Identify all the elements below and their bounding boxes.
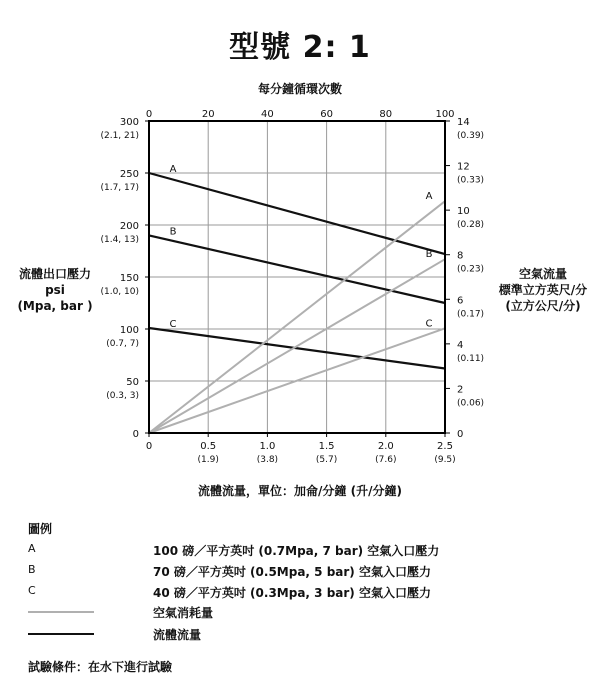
y-right-subtick-1: (0.06) (457, 398, 485, 409)
right-axis-label-line3: (立方公尺/分) (505, 299, 581, 313)
y-left-tick-1: 50 (126, 377, 139, 388)
y-right-tick-3: 6 (457, 295, 464, 307)
legend-key-a: A (28, 542, 36, 555)
x-bottom-tick-3: 1.5 (318, 441, 335, 452)
legend-text-air: 空氣消耗量 (153, 606, 214, 620)
y-right-tick-2: 4 (457, 339, 464, 351)
x-top-tick-4: 80 (379, 109, 393, 120)
legend-text-a: 100 磅／平方英吋 (0.7Mpa, 7 bar) 空氣入口壓力 (153, 544, 440, 558)
fluid-line-label-c: C (169, 318, 177, 330)
y-right-tick-6: 12 (457, 161, 470, 173)
legend-text-c: 40 磅／平方英吋 (0.3Mpa, 3 bar) 空氣入口壓力 (153, 586, 431, 600)
right-axis-label (486, 266, 600, 314)
x-bottom-subtick-5: (9.5) (434, 455, 456, 465)
left-axis-label-line3: (Mpa, bar ) (17, 299, 93, 313)
y-right-subtick-4: (0.23) (457, 264, 485, 275)
y-left-tick-4: 200 (119, 221, 139, 232)
y-left-subtick-4: (1.4, 13) (100, 235, 139, 245)
x-bottom-tick-0: 0 (145, 441, 153, 452)
y-right-subtick-5: (0.28) (457, 220, 485, 231)
y-left-subtick-3: (1.0, 10) (100, 287, 139, 297)
x-top-tick-3: 60 (320, 109, 333, 120)
legend-text-b: 70 磅／平方英吋 (0.5Mpa, 5 bar) 空氣入口壓力 (153, 565, 431, 579)
y-left-tick-0: 0 (132, 429, 139, 440)
left-axis-label-line2: psi (45, 283, 65, 297)
legend-text-fluid: 流體流量 (153, 628, 202, 642)
y-right-tick-1: 2 (457, 384, 464, 396)
x-bottom-subtick-1: (1.9) (197, 455, 219, 465)
fluid-line-swatch (28, 633, 94, 635)
legend-key-b: B (28, 563, 36, 576)
y-right-tick-7: 14 (457, 117, 470, 128)
ticks (100, 109, 484, 465)
fluid-line-label-a: A (169, 164, 177, 175)
x-bottom-subtick-2: (3.8) (256, 455, 279, 465)
page-title: 型號 2: 1 (229, 30, 371, 65)
y-left-subtick-2: (0.7, 7) (106, 339, 139, 349)
legend-title: 圖例 (28, 522, 53, 536)
left-axis-label (0, 266, 110, 314)
x-bottom-tick-2: 1.0 (259, 441, 276, 452)
air-line-label-b: B (425, 249, 433, 261)
air-line-b (149, 259, 445, 433)
right-axis-label-line1: 空氣流量 (518, 267, 567, 281)
x-bottom-tick-1: 0.5 (200, 441, 217, 452)
air-line-label-a: A (425, 191, 433, 203)
legend-key-c: C (28, 584, 36, 597)
y-left-tick-6: 300 (119, 117, 139, 128)
y-right-subtick-6: (0.33) (457, 175, 485, 186)
bottom-axis-label: 流體流量，單位：加侖/分鐘 (升/分鐘) (198, 484, 402, 498)
x-bottom-tick-4: 2.0 (377, 441, 394, 452)
left-axis-label-line1: 流體出口壓力 (18, 267, 91, 281)
fluid-line-b (149, 235, 445, 303)
x-top-tick-0: 0 (145, 109, 153, 120)
series-layer (149, 164, 445, 433)
y-right-subtick-2: (0.11) (457, 353, 485, 364)
top-axis-label: 每分鐘循環次數 (257, 82, 342, 96)
air-line-label-c: C (425, 318, 433, 330)
y-left-subtick-1: (0.3, 3) (106, 391, 139, 401)
y-right-subtick-3: (0.17) (457, 309, 485, 320)
x-bottom-subtick-4: (7.6) (375, 455, 397, 465)
x-bottom-tick-5: 2.5 (437, 441, 453, 452)
y-left-subtick-6: (2.1, 21) (100, 131, 139, 141)
fluid-line-a (149, 173, 445, 254)
y-right-tick-5: 10 (457, 206, 470, 218)
x-bottom-subtick-3: (5.7) (315, 455, 338, 465)
fluid-line-label-b: B (169, 226, 177, 238)
right-axis-label-line2: 標準立方英尺/分 (498, 283, 588, 297)
test-conditions-note: 試驗條件：在水下進行試驗 (28, 660, 173, 674)
y-left-subtick-5: (1.7, 17) (100, 183, 139, 193)
air-line-a (149, 201, 445, 433)
y-left-tick-2: 100 (119, 325, 139, 336)
grid (149, 121, 445, 433)
x-top-tick-5: 100 (435, 109, 455, 120)
y-left-tick-5: 250 (119, 169, 139, 180)
y-right-tick-4: 8 (457, 250, 464, 262)
fluid-line-c (149, 328, 445, 369)
y-right-subtick-7: (0.39) (457, 131, 485, 141)
air-line-swatch (28, 611, 94, 613)
x-top-tick-1: 20 (201, 109, 215, 120)
y-right-tick-0: 0 (457, 429, 464, 440)
x-top-tick-2: 40 (261, 109, 274, 120)
y-left-tick-3: 150 (119, 273, 139, 284)
